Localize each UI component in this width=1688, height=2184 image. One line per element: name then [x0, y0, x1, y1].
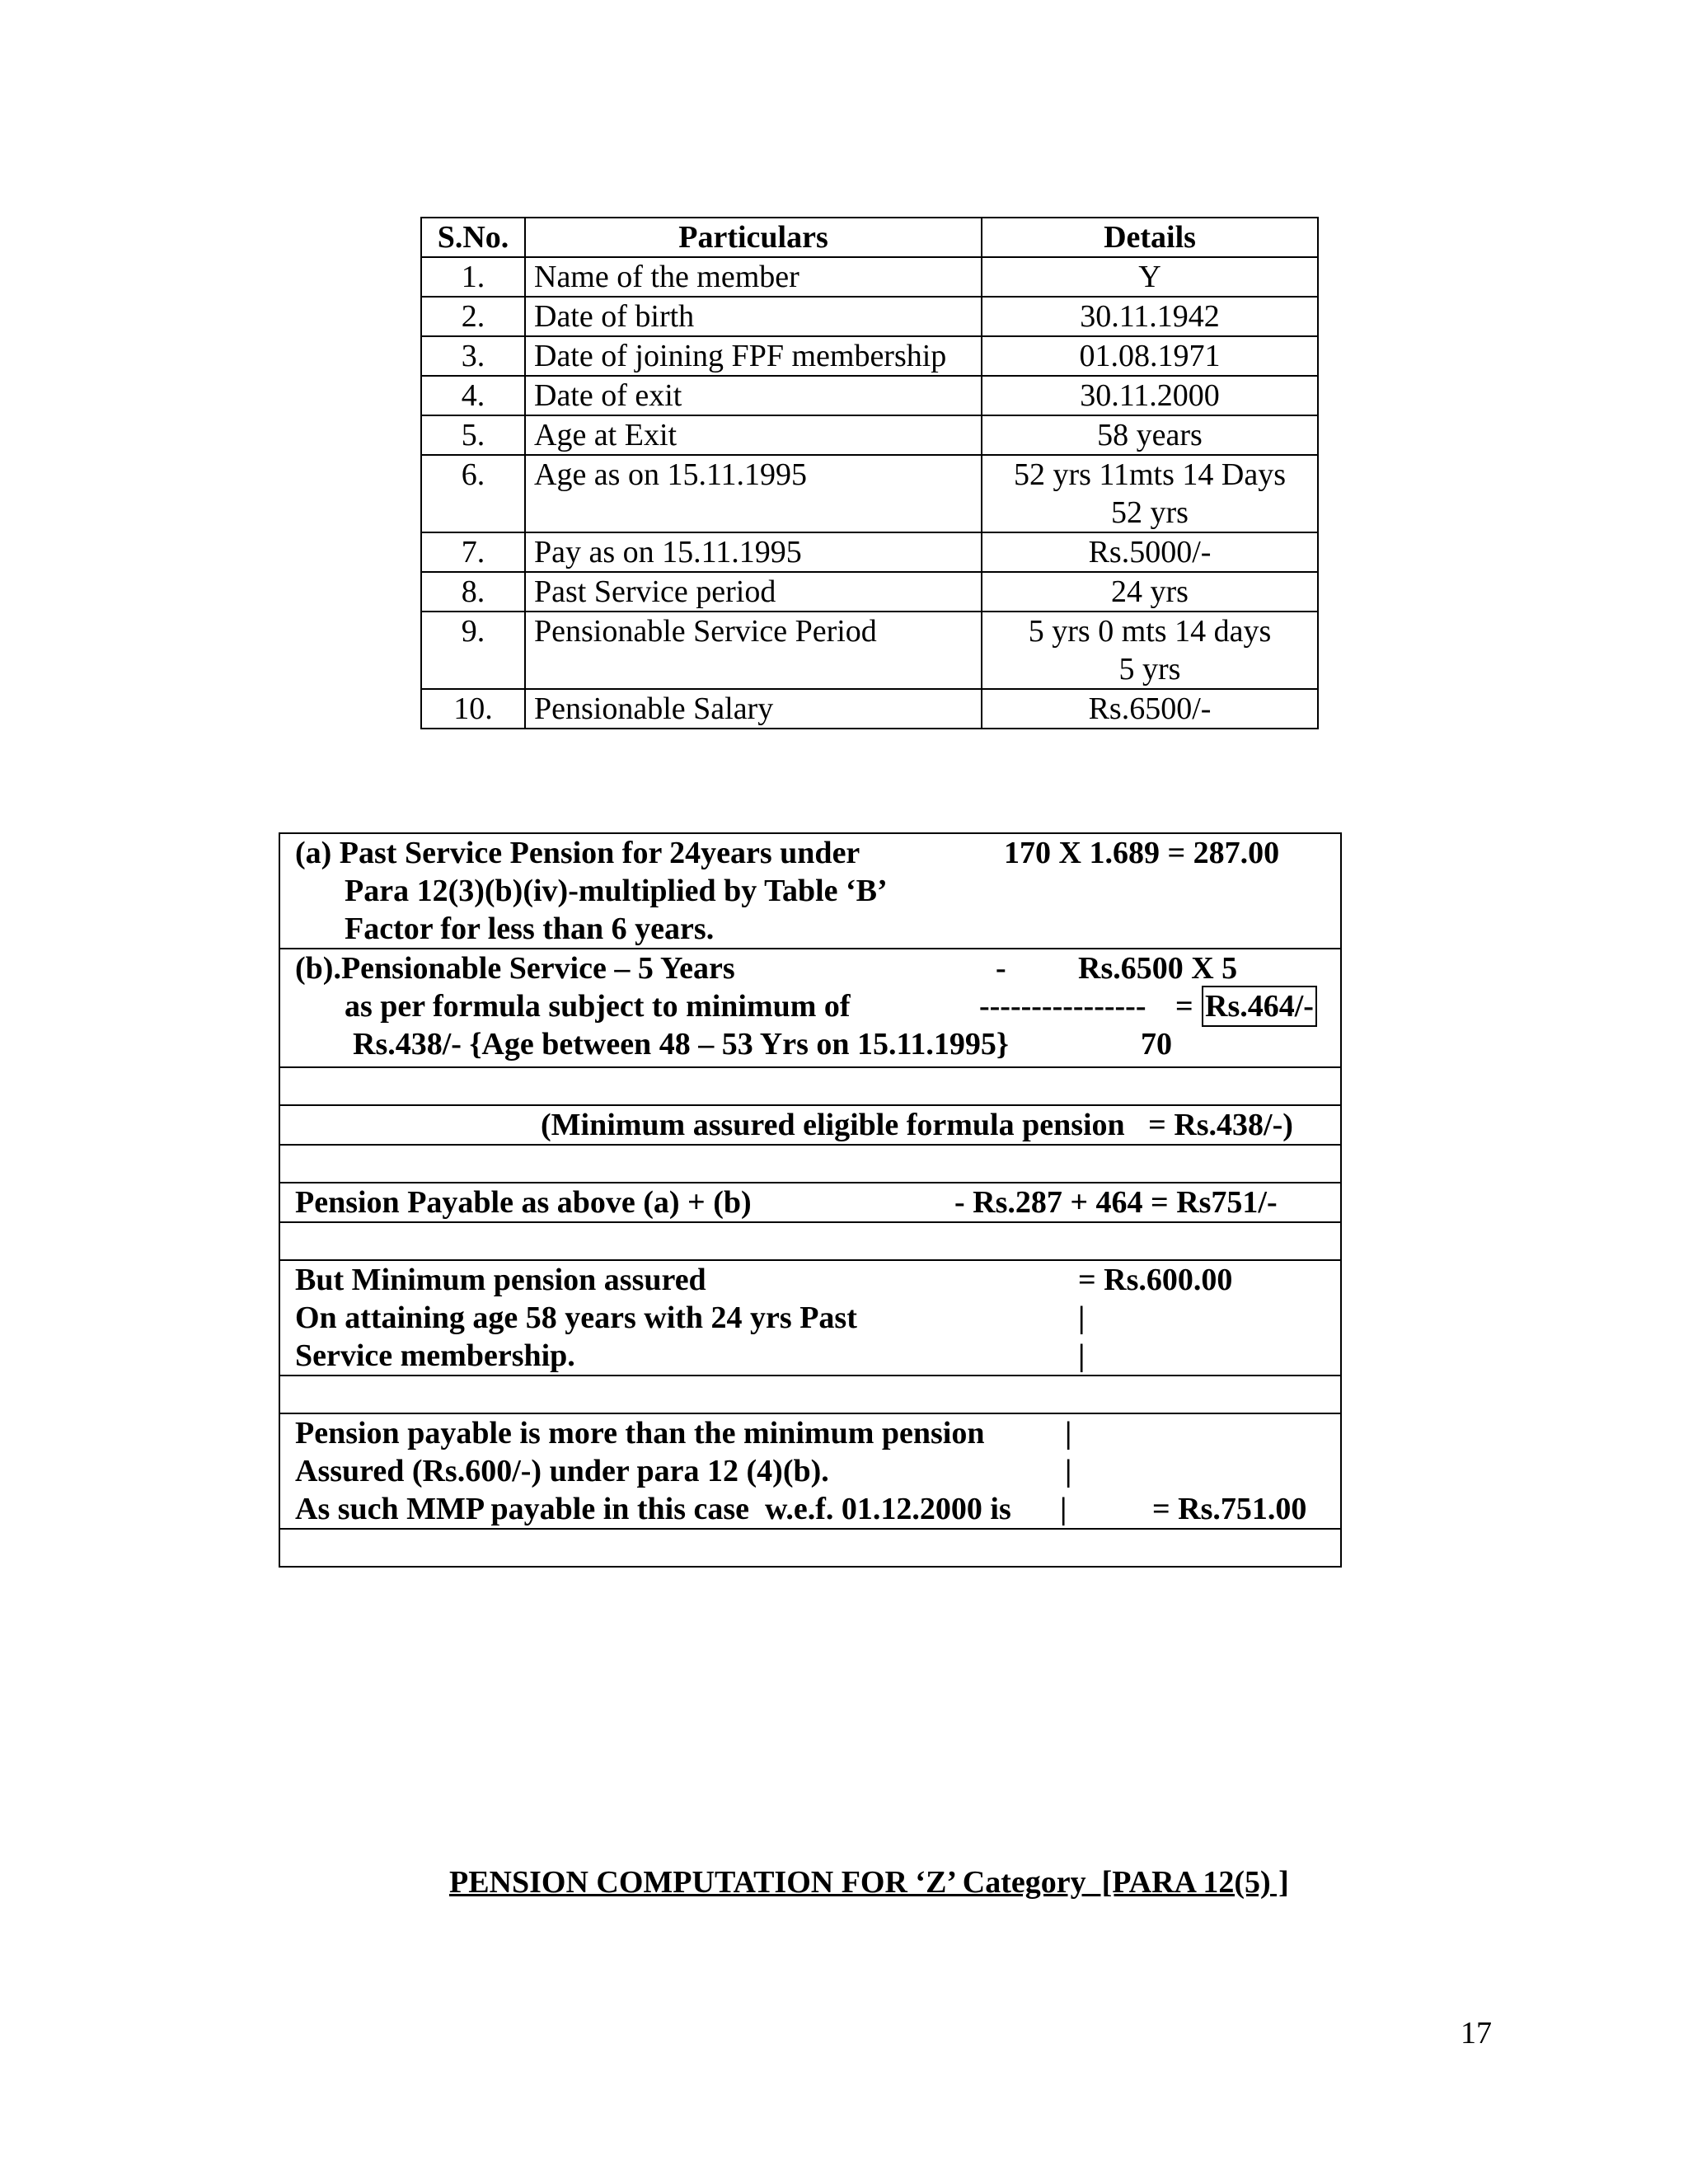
row-details-line: 01.08.1971	[1079, 339, 1221, 373]
pension-computation-box	[279, 832, 1342, 1568]
pension-payable-label: Pension Payable as above (a) + (b)	[295, 1185, 752, 1220]
row-details-line: 5 yrs	[1118, 652, 1181, 687]
row-particulars: Pensionable Salary	[525, 689, 982, 729]
row-particulars: Pensionable Service Period	[525, 612, 982, 689]
row-pension-payable	[280, 1183, 1340, 1223]
row-past-service-pension	[280, 834, 1340, 949]
table-row	[421, 336, 1318, 376]
formula-denominator: 70	[1141, 1027, 1172, 1062]
table-header-row	[421, 218, 1318, 257]
row-particulars: Pay as on 15.11.1995	[525, 532, 982, 572]
row-particulars: Date of birth	[525, 297, 982, 336]
row-minimum-pension-assured	[280, 1261, 1340, 1376]
row-sno: 10.	[421, 689, 525, 729]
row-details	[982, 572, 1318, 612]
row-particulars: Age as on 15.11.1995	[525, 455, 982, 532]
page-number: 17	[1461, 2016, 1492, 2050]
pipe-separator: |	[1060, 1492, 1067, 1526]
pipe-separator: |	[1065, 1454, 1072, 1488]
final-pension-label-1: Pension payable is more than the minimum pension	[295, 1416, 985, 1451]
row-details-line: 30.11.2000	[1080, 378, 1220, 413]
formula-result-boxed: Rs.464/-	[1202, 986, 1317, 1027]
minimum-pension-value: = Rs.600.00	[1078, 1263, 1233, 1297]
row-details	[982, 455, 1318, 532]
final-pension-value: = Rs.751.00	[1152, 1492, 1307, 1526]
table-row	[421, 572, 1318, 612]
row-particulars: Date of joining FPF membership	[525, 336, 982, 376]
final-pension-label-2: Assured (Rs.600/-) under para 12 (4)(b).	[295, 1454, 829, 1488]
pensionable-service-label-2: as per formula subject to minimum of	[345, 989, 851, 1024]
row-sno: 2.	[421, 297, 525, 336]
row-details-line: 52 yrs 11mts 14 Days	[1013, 457, 1287, 492]
row-details	[982, 612, 1318, 689]
row-particulars: Age at Exit	[525, 415, 982, 455]
table-row	[421, 376, 1318, 415]
row-details-line: 30.11.1942	[1080, 299, 1220, 334]
row-details	[982, 336, 1318, 376]
empty-row	[280, 1376, 1340, 1414]
row-details	[982, 532, 1318, 572]
header-details: Details	[982, 218, 1318, 257]
row-particulars: Date of exit	[525, 376, 982, 415]
formula-dash: -	[996, 951, 1006, 986]
row-particulars: Name of the member	[525, 257, 982, 297]
table-row	[421, 297, 1318, 336]
table-row	[421, 689, 1318, 729]
empty-row	[280, 1068, 1340, 1106]
row-sno: 6.	[421, 455, 525, 532]
past-service-calc: 170 X 1.689 = 287.00	[1004, 836, 1280, 870]
member-details-table	[420, 217, 1319, 729]
row-sno: 8.	[421, 572, 525, 612]
row-details-line: Y	[1138, 260, 1161, 294]
row-details	[982, 376, 1318, 415]
formula-fraction-bar: ----------------	[979, 989, 1146, 1024]
row-details	[982, 257, 1318, 297]
row-sno: 4.	[421, 376, 525, 415]
table-row	[421, 612, 1318, 689]
row-details-line: 24 yrs	[1111, 574, 1189, 609]
row-sno: 5.	[421, 415, 525, 455]
row-final-pension	[280, 1414, 1340, 1530]
row-sno: 1.	[421, 257, 525, 297]
row-sno: 7.	[421, 532, 525, 572]
row-minimum-formula-pension	[280, 1106, 1340, 1146]
pensionable-service-label-3: Rs.438/- {Age between 48 – 53 Yrs on 15.11.1995}	[353, 1027, 1009, 1062]
pipe-separator: |	[1078, 1338, 1085, 1373]
final-pension-label-3: As such MMP payable in this case w.e.f. 01.12.2000 is	[295, 1492, 1011, 1526]
row-details	[982, 297, 1318, 336]
past-service-label-1: (a) Past Service Pension for 24years under	[295, 836, 860, 870]
minimum-pension-label-2: On attaining age 58 years with 24 yrs Past	[295, 1301, 857, 1335]
table-row	[421, 532, 1318, 572]
pipe-separator: |	[1065, 1416, 1072, 1451]
empty-row	[280, 1530, 1340, 1566]
row-details-line: Rs.5000/-	[1088, 535, 1212, 569]
minimum-pension-label-3: Service membership.	[295, 1338, 575, 1373]
row-details	[982, 689, 1318, 729]
row-details-line: Rs.6500/-	[1088, 691, 1212, 726]
formula-equals: =	[1175, 989, 1193, 1024]
empty-row	[280, 1146, 1340, 1183]
header-particulars: Particulars	[525, 218, 982, 257]
row-sno: 9.	[421, 612, 525, 689]
table-row	[421, 415, 1318, 455]
table-row	[421, 455, 1318, 532]
row-details	[982, 415, 1318, 455]
table-row	[421, 257, 1318, 297]
row-particulars: Past Service period	[525, 572, 982, 612]
row-details-line: 58 years	[1097, 418, 1203, 452]
row-pensionable-service	[280, 949, 1340, 1068]
minimum-formula-pension: (Minimum assured eligible formula pension = Rs.438/-)	[541, 1108, 1293, 1142]
section-heading: PENSION COMPUTATION FOR ‘Z’ Category [PARA 12(5) ]	[449, 1865, 1289, 1900]
formula-numerator: Rs.6500 X 5	[1078, 951, 1238, 986]
minimum-pension-label-1: But Minimum pension assured	[295, 1263, 706, 1297]
row-details-line: 52 yrs	[1111, 495, 1189, 530]
row-sno: 3.	[421, 336, 525, 376]
pipe-separator: |	[1078, 1301, 1085, 1335]
empty-row	[280, 1223, 1340, 1261]
past-service-label-3: Factor for less than 6 years.	[345, 912, 715, 946]
row-details-line: 5 yrs 0 mts 14 days	[1028, 614, 1272, 649]
pensionable-service-label-1: (b).Pensionable Service – 5 Years	[295, 951, 735, 986]
header-sno: S.No.	[421, 218, 525, 257]
past-service-label-2: Para 12(3)(b)(iv)-multiplied by Table ‘B’	[345, 874, 888, 908]
pension-payable-value: - Rs.287 + 464 = Rs751/-	[954, 1185, 1278, 1220]
table-body	[421, 257, 1318, 729]
